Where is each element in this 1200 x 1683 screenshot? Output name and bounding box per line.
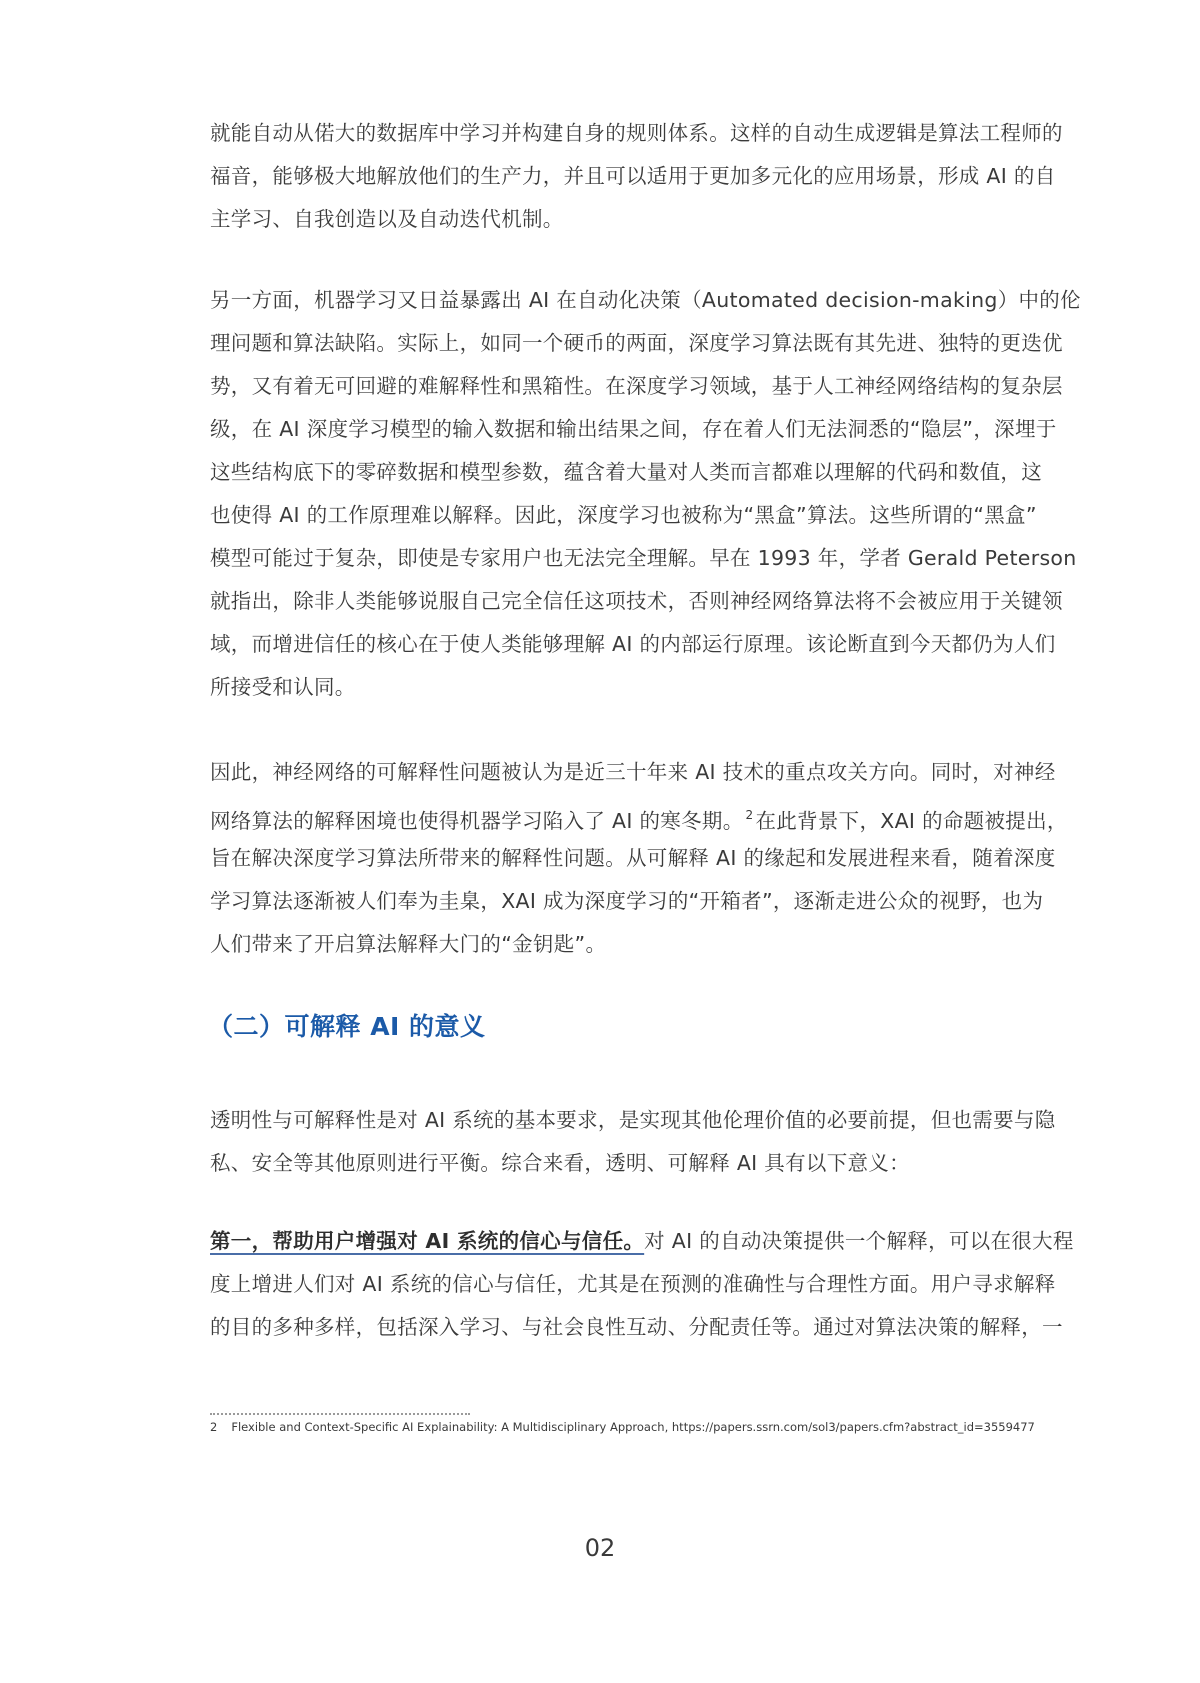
- text-line: 私、安全等其他原则进行平衡。综合来看，透明、可解释 AI 具有以下意义：: [210, 1151, 910, 1175]
- text-line: 所接受和认同。: [210, 675, 356, 699]
- footnote-text[interactable]: Flexible and Context-Specific AI Explainability: A Multidisciplinary Approach, https://papers.ssrn.com/sol3/papers.cfm?abstract_id=3559477: [231, 1420, 1035, 1434]
- section-heading: （二）可解释 AI 的意义: [208, 1012, 486, 1041]
- text-line: 旨在解决深度学习算法所带来的解释性问题。从可解释 AI 的缘起和发展进程来看，随着深度: [210, 846, 1056, 870]
- text-line: [210, 1220, 1110, 1263]
- text-line: 理问题和算法缺陷。实际上，如同一个硬币的两面，深度学习算法既有其先进、独特的更迭优: [210, 331, 1063, 355]
- text-line: [210, 794, 1110, 837]
- text-line: 势，又有着无可回避的难解释性和黑箱性。在深度学习领域，基于人工神经网络结构的复杂层: [210, 374, 1063, 398]
- text-line: 就指出，除非人类能够说服自己完全信任这项技术，否则神经网络算法将不会被应用于关键领: [210, 589, 1063, 613]
- paragraph-5: [210, 1220, 1110, 1349]
- text-line: 这些结构底下的零碎数据和模型参数，蕴含着大量对人类而言都难以理解的代码和数值，这: [210, 460, 1042, 484]
- text-line: 的目的多种多样，包括深入学习、与社会良性互动、分配责任等。通过对算法决策的解释，一: [210, 1315, 1063, 1339]
- page-number: 02: [584, 1534, 616, 1562]
- paragraph-4: [210, 1099, 1110, 1185]
- footnote-reference[interactable]: 2: [745, 808, 754, 822]
- text-line: 主学习、自我创造以及自动迭代机制。: [210, 207, 564, 231]
- footnote-number: 2: [210, 1420, 218, 1434]
- text-line: 也使得 AI 的工作原理难以解释。因此，深度学习也被称为“黑盒”算法。这些所谓的“黑盒”: [210, 503, 1037, 527]
- text-line: 福音，能够极大地解放他们的生产力，并且可以适用于更加多元化的应用场景，形成 AI 的自: [210, 164, 1056, 188]
- paragraph-2: [210, 279, 1110, 709]
- text-segment: 对 AI 的自动决策提供一个解释，可以在很大程: [644, 1229, 1074, 1253]
- footnote-divider: [210, 1413, 470, 1415]
- text-segment: 在此背景下，XAI 的命题被提出，: [755, 809, 1068, 833]
- text-line: 人们带来了开启算法解释大门的“金钥匙”。: [210, 932, 607, 956]
- text-line: 度上增进人们对 AI 系统的信心与信任，尤其是在预测的准确性与合理性方面。用户寻求解释: [210, 1272, 1056, 1296]
- text-line: 因此，神经网络的可解释性问题被认为是近三十年来 AI 技术的重点攻关方向。同时，对神经: [210, 760, 1056, 784]
- text-line: 透明性与可解释性是对 AI 系统的基本要求，是实现其他伦理价值的必要前提，但也需要与隐: [210, 1108, 1056, 1132]
- text-line: 另一方面，机器学习又日益暴露出 AI 在自动化决策（Automated decision-making）中的伦: [210, 288, 1081, 312]
- text-line: 模型可能过于复杂，即使是专家用户也无法完全理解。早在 1993 年，学者 Gerald Peterson: [210, 546, 1077, 570]
- paragraph-1: [210, 112, 1110, 241]
- text-line: 级，在 AI 深度学习模型的输入数据和输出结果之间，存在着人们无法洞悉的“隐层”，深埋于: [210, 417, 1057, 441]
- footnote: [210, 1420, 1035, 1434]
- text-line: 域，而增进信任的核心在于使人类能够理解 AI 的内部运行原理。该论断直到今天都仍为人们: [210, 632, 1056, 656]
- lead-sentence: 第一，帮助用户增强对 AI 系统的信心与信任。: [210, 1229, 645, 1253]
- paragraph-3: [210, 751, 1110, 966]
- text-line: 学习算法逐渐被人们奉为圭臬，XAI 成为深度学习的“开箱者”，逐渐走进公众的视野，也为: [210, 889, 1044, 913]
- text-segment: 网络算法的解释困境也使得机器学习陷入了 AI 的寒冬期。: [210, 809, 744, 833]
- text-line: 就能自动从偌大的数据库中学习并构建自身的规则体系。这样的自动生成逻辑是算法工程师的: [210, 121, 1063, 145]
